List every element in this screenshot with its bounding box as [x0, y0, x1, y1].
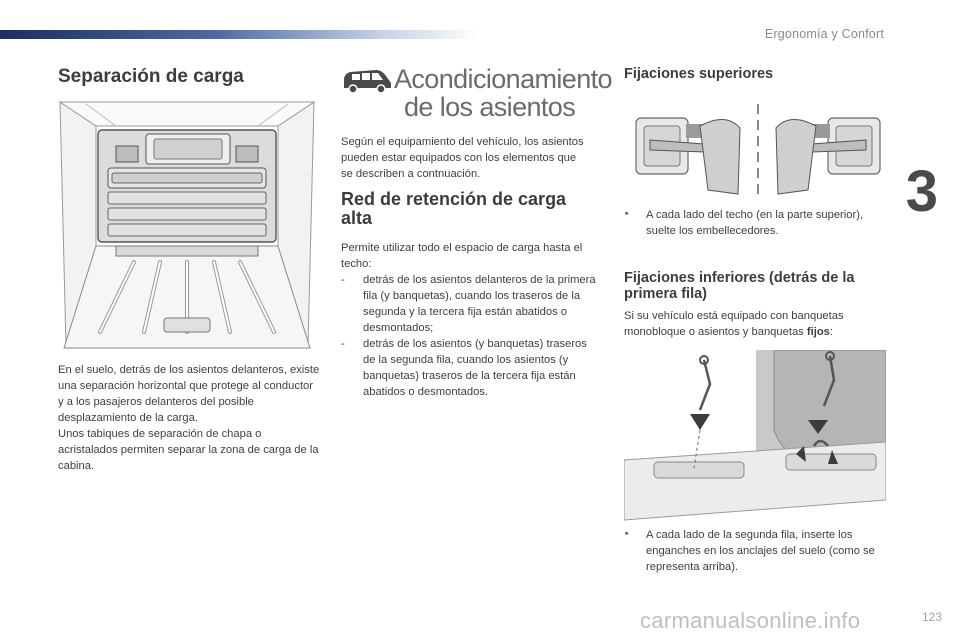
high-load-net-title: Red de retención de carga alta: [341, 189, 567, 228]
cargo-area-illustration: [56, 96, 318, 354]
high-load-net-item-2: [341, 336, 599, 400]
high-load-net-intro: Permite utilizar todo el espacio de carga hasta el techo:: [341, 242, 583, 270]
cargo-separation-paragraph-2: Unos tabiques de separación de chapa o acristalados permiten separar la zona de carga de la cabina.: [58, 428, 319, 472]
cargo-separation-body: [58, 362, 320, 474]
high-load-net-item-1-text: detrás de los asientos delanteros de la primera fila (y banquetas), cuando los traseros de la segunda y la tercera fija están abatidos o desmontados;: [363, 274, 596, 334]
lower-fixings-step-text: A cada lado de la segunda fila, inserte los enganches en los anclajes del suelo (como se representa arriba).: [646, 529, 875, 573]
lower-fixings-colon: :: [829, 326, 833, 338]
watermark: carmanualsonline.info: [640, 608, 861, 633]
page-number: 123: [921, 610, 942, 624]
section-label: Ergonomía y Confort: [764, 27, 884, 41]
high-load-net-item-1: [341, 272, 599, 336]
lower-fixings-drawing: [624, 350, 886, 524]
cargo-separation-title: Separación de carga: [58, 66, 244, 87]
seat-fittings-intro: Según el equipamiento del vehículo, los asientos pueden estar equipados con los elementos que se describen a contnuación.: [341, 136, 584, 180]
cargo-area-drawing: [56, 96, 318, 354]
cargo-separation-paragraph-1: En el suelo, detrás de los asientos delanteros, existe una separación horizontal que protege al conductor y a los pasajeros delanteros del posible desplazamiento de la carga.: [58, 364, 320, 424]
upper-fixings-step-text: A cada lado del techo (en la parte superior), suelte los embellecedores.: [646, 209, 864, 237]
seat-fittings-heading-line-2: de los asientos: [404, 92, 576, 122]
lower-fixings-intro: [624, 308, 886, 340]
header-accent-bar: [0, 30, 480, 39]
list-dash: -: [341, 338, 345, 350]
bullet-arrow-icon: ‣: [624, 209, 630, 220]
chapter-number: 3: [905, 159, 938, 224]
high-load-net-body: [341, 240, 599, 400]
lower-fixings-step: [624, 527, 886, 575]
upper-fixings-drawing: [630, 100, 886, 198]
van-icon-graphic: [340, 66, 394, 96]
upper-fixings-illustration: [630, 100, 886, 198]
list-dash: -: [341, 274, 345, 286]
lower-fixings-bold-word: fijos: [806, 326, 830, 338]
bullet-arrow-icon: ‣: [624, 529, 630, 540]
lower-fixings-illustration: [624, 350, 886, 524]
upper-fixings-step: [624, 207, 886, 239]
lower-fixings-title: Fijaciones inferiores (detrás de la primera fila): [624, 270, 855, 302]
upper-fixings-title: Fijaciones superiores: [624, 66, 774, 82]
van-icon: [340, 66, 394, 96]
seat-fittings-heading: [394, 65, 612, 121]
lower-fixings-intro-text: Si su vehículo está equipado con banquetas monobloque o asientos y banquetas: [624, 310, 844, 338]
seat-fittings-heading-line-1: Acondicionamiento: [394, 64, 612, 94]
high-load-net-item-2-text: detrás de los asientos (y banquetas) traseros de la segunda fila, cuando los asientos (y banquetas) traseros de la tercera fija están abatidos o desmontados.: [363, 338, 587, 398]
